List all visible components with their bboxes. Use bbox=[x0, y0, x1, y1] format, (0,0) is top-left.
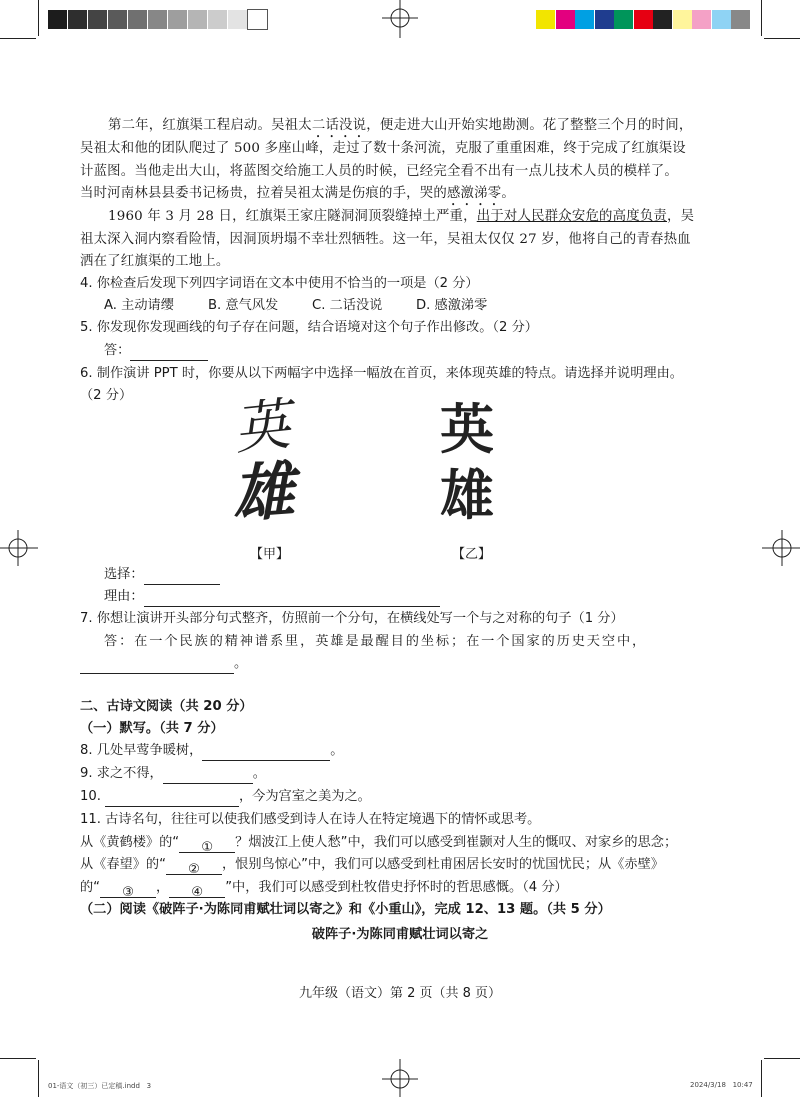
passage-line: 第二年，红旗渠工程启动。吴祖太二话没说，便走进大山开始实地勘测。花了整整三个月的时间， bbox=[108, 118, 693, 133]
blank-1[interactable]: ① bbox=[179, 838, 235, 853]
option-d[interactable]: D. 感激涕零 bbox=[416, 298, 488, 313]
calligraphy-char: 英 bbox=[440, 397, 494, 461]
question-10: 10. ，今为宫室之美为之。 bbox=[80, 787, 720, 807]
calligraphy-char: 雄 bbox=[229, 453, 297, 532]
question-11: 11. 古诗名句，往往可以使我们感受到诗人在诗人在特定境遇下的情怀或思考。 bbox=[80, 812, 541, 827]
crop-mark bbox=[764, 1058, 800, 1059]
question-6-points: （2 分） bbox=[80, 388, 133, 403]
option-a[interactable]: A. 主动请缨 bbox=[104, 298, 174, 313]
reason-row: 理由： bbox=[80, 587, 720, 607]
option-c[interactable]: C. 二话没说 bbox=[312, 298, 383, 313]
dotted-phrase: 感激涕零 bbox=[446, 186, 502, 201]
color-swatch bbox=[634, 10, 653, 29]
color-swatch bbox=[712, 10, 731, 29]
registration-mark-bottom bbox=[380, 1057, 420, 1097]
gray-swatch bbox=[148, 10, 167, 29]
crop-mark bbox=[761, 1060, 762, 1097]
underlined-sentence: 出于对人民群众安危的高度负责 bbox=[476, 209, 668, 224]
question-7-answer: 答：在一个民族的精神谱系里，英雄是最醒目的坐标；在一个国家的历史天空中， bbox=[104, 634, 648, 649]
calligraphy-yi[interactable] bbox=[430, 398, 514, 528]
question-7-blank-row: 。 bbox=[80, 654, 720, 674]
gray-swatch bbox=[168, 10, 187, 29]
option-b[interactable]: B. 意气风发 bbox=[208, 298, 279, 313]
question-5: 5. 你发现你发现画线的句子存在问题，结合语境对这个句子作出修改。（2 分） bbox=[80, 320, 538, 335]
question-11-line: 的“ ③ ， ④ ”中，我们可以感受到杜牧借史抒怀时的哲思感慨。（4 分） bbox=[80, 880, 568, 900]
blank-4[interactable]: ④ bbox=[169, 883, 225, 898]
blank-2[interactable]: ② bbox=[166, 860, 222, 875]
question-11-line: 从《黄鹤楼》的“ ① ？烟波江上使人愁”中，我们可以感受到崔颢对人生的慨叹、对家乡的思念； bbox=[80, 835, 678, 855]
crop-mark bbox=[761, 0, 762, 36]
registration-mark-top bbox=[380, 0, 420, 40]
passage-line: 祖太深入洞内察看险情，因洞顶坍塌不幸壮烈牺牲。这一年，吴祖太仅仅 27 岁，他将自己的青春热血 bbox=[80, 232, 691, 247]
gray-swatch bbox=[68, 10, 87, 29]
gray-swatch bbox=[248, 10, 267, 29]
subsection-title: （一）默写。（共 7 分） bbox=[80, 721, 224, 736]
crop-mark bbox=[38, 0, 39, 36]
answer-blank[interactable] bbox=[80, 659, 234, 674]
answer-blank[interactable] bbox=[130, 346, 208, 361]
passage-line: 吴祖太和他的团队爬过了 500 多座山峰，走过了数十条河流，克服了重重困难，终于完成了红旗渠设 bbox=[80, 141, 686, 156]
answer-blank[interactable] bbox=[202, 746, 330, 761]
crop-mark bbox=[0, 38, 36, 39]
crop-mark bbox=[38, 1060, 39, 1097]
answer-blank[interactable] bbox=[105, 792, 239, 807]
color-swatch bbox=[536, 10, 555, 29]
question-4-options bbox=[80, 296, 720, 316]
gray-swatch bbox=[108, 10, 127, 29]
question-4: 4. 你检查后发现下列四字词语在文本中使用不恰当的一项是（2 分） bbox=[80, 276, 479, 291]
gray-swatch bbox=[48, 10, 67, 29]
passage-line: 1960 年 3 月 28 日，红旗渠王家庄隧洞洞顶裂缝掉土严重，出于对人民群众安危的高度负责，吴 bbox=[108, 209, 695, 224]
dotted-phrase: 二话没说 bbox=[311, 118, 367, 133]
gray-swatch bbox=[228, 10, 247, 29]
crop-mark bbox=[764, 38, 800, 39]
passage-line: 当时河南林县县委书记杨贵，拉着吴祖太满是伤痕的手，哭的感激涕零。 bbox=[80, 186, 515, 201]
passage-line: 计蓝图。当他走出大山，将蓝图交给施工人员的时候，已经完全看不出有一点儿技术人员的模样了。 bbox=[80, 164, 678, 179]
color-swatch bbox=[595, 10, 614, 29]
passage-line: 洒在了红旗渠的工地上。 bbox=[80, 254, 230, 269]
color-swatch bbox=[575, 10, 594, 29]
color-swatch bbox=[556, 10, 575, 29]
question-5-answer: 答： bbox=[80, 341, 720, 361]
label-yi: 【乙】 bbox=[452, 547, 492, 562]
page-footer: 九年级（语文）第 2 页（共 8 页） bbox=[298, 986, 502, 1001]
question-11-line: 从《春望》的“ ② ，恨别鸟惊心”中，我们可以感受到杜甫困居长安时的忧国忧民；从《赤壁》 bbox=[80, 857, 664, 877]
calligraphy-char: 雄 bbox=[440, 463, 494, 527]
blank-3[interactable]: ③ bbox=[100, 883, 156, 898]
subsection-title: （二）阅读《破阵子·为陈同甫赋壮词以寄之》和《小重山》，完成 12、13 题。（共 5 分） bbox=[80, 902, 611, 917]
registration-mark-right bbox=[760, 528, 800, 568]
choice-blank[interactable] bbox=[144, 570, 220, 585]
color-swatch bbox=[692, 10, 711, 29]
question-8: 8. 几处早莺争暖树， 。 bbox=[80, 741, 720, 761]
poem-title: 破阵子·为陈同甫赋壮词以寄之 bbox=[311, 927, 489, 942]
gray-swatch bbox=[88, 10, 107, 29]
registration-mark-left bbox=[0, 528, 40, 568]
question-9: 9. 求之不得， 。 bbox=[80, 764, 720, 784]
section-title: 二、古诗文阅读（共 20 分） bbox=[80, 699, 253, 714]
label-jia: 【甲】 bbox=[250, 547, 290, 562]
reason-blank[interactable] bbox=[144, 592, 440, 607]
timestamp: 2024/3/18 10:47 bbox=[690, 1081, 753, 1089]
question-7: 7. 你想让演讲开头部分句式整齐，仿照前一个分句，在横线处写一个与之对称的句子（1 分） bbox=[80, 611, 624, 626]
color-swatch bbox=[614, 10, 633, 29]
gray-swatch bbox=[128, 10, 147, 29]
file-name: 01-语文（初三）已定稿.indd 3 bbox=[48, 1082, 152, 1090]
gray-swatch bbox=[208, 10, 227, 29]
color-swatch bbox=[673, 10, 692, 29]
gray-swatch bbox=[188, 10, 207, 29]
crop-mark bbox=[0, 1058, 36, 1059]
answer-blank[interactable] bbox=[163, 769, 253, 784]
question-6: 6. 制作演讲 PPT 时，你要从以下两幅字中选择一幅放在首页，来体现英雄的特点。请选择并说明理由。 bbox=[80, 366, 683, 381]
choice-row: 选择： bbox=[80, 565, 720, 585]
calligraphy-char: 英 bbox=[230, 392, 292, 463]
calligraphy-jia[interactable] bbox=[226, 392, 310, 532]
color-swatch bbox=[653, 10, 672, 29]
color-swatch bbox=[731, 10, 750, 29]
